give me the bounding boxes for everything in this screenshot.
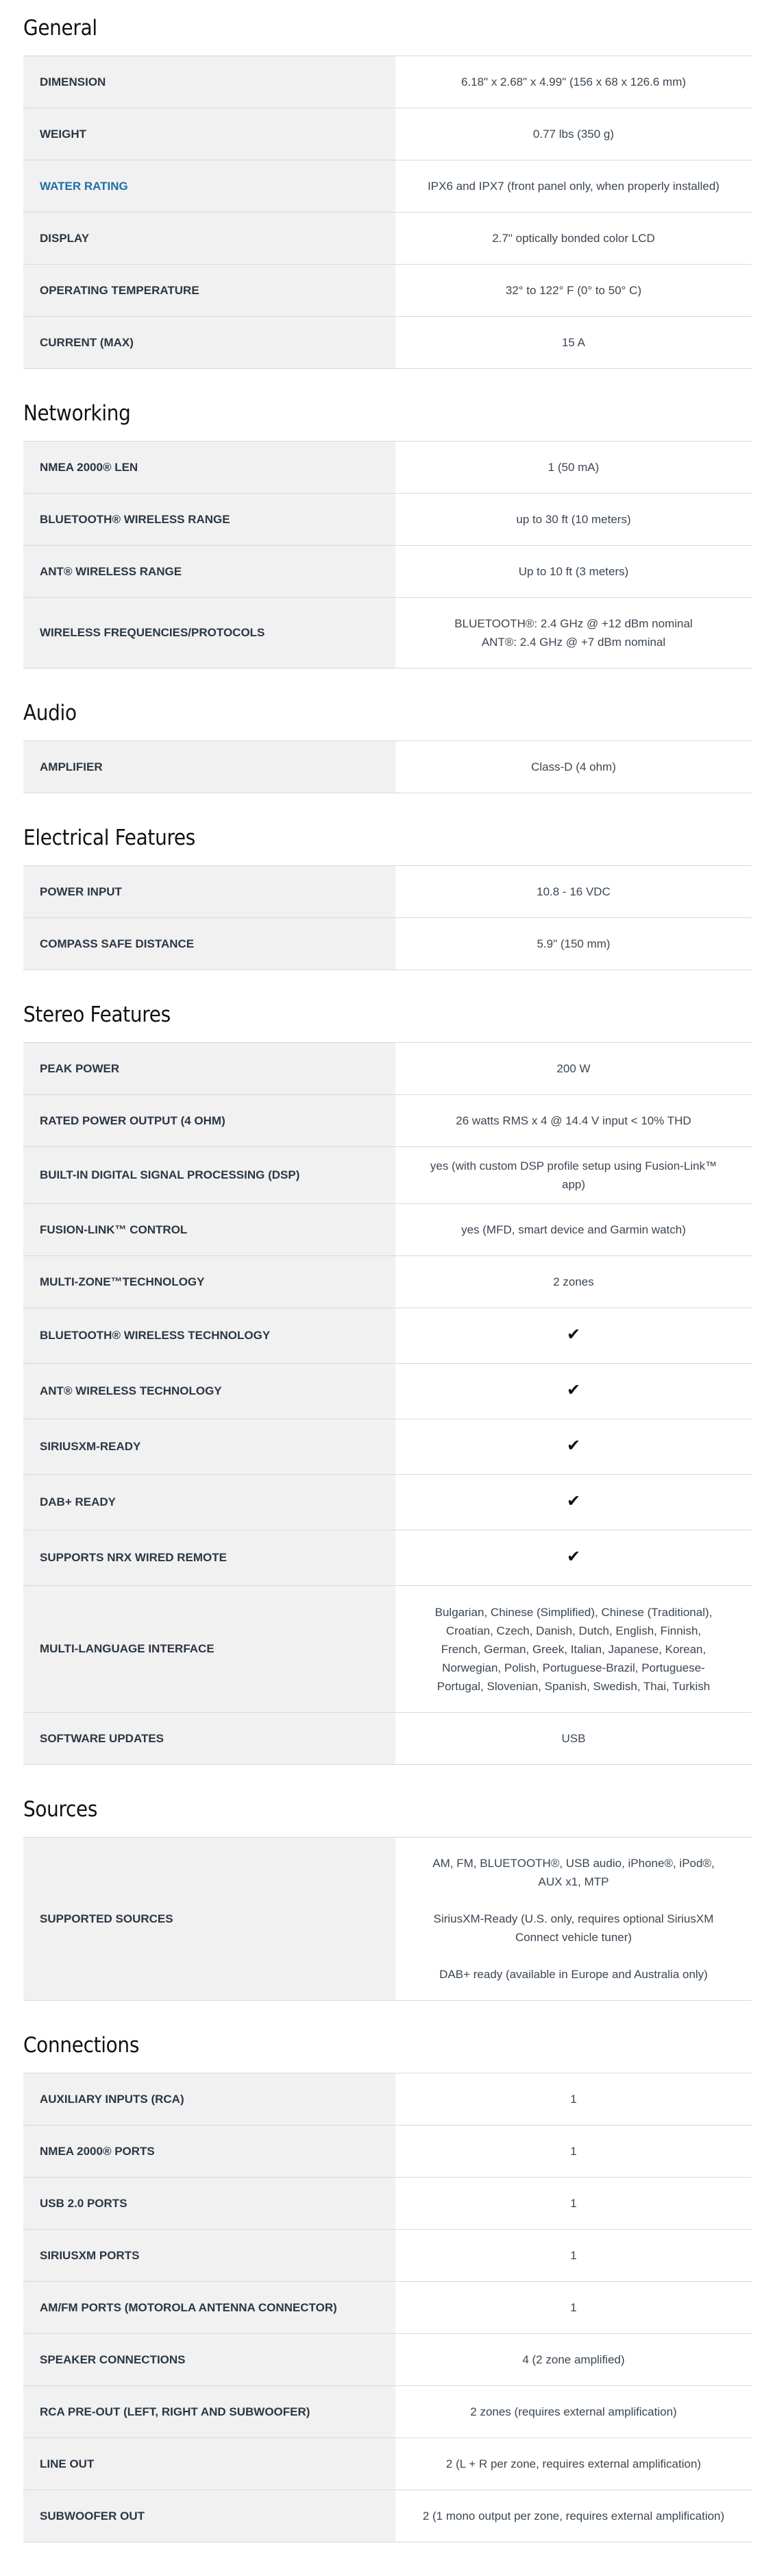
spec-label: MULTI-ZONE™TECHNOLOGY	[23, 1256, 395, 1308]
spec-label: PEAK POWER	[23, 1043, 395, 1095]
table-row	[23, 2438, 752, 2490]
spec-value: 10.8 - 16 VDC	[537, 885, 611, 898]
spec-label: LINE OUT	[23, 2438, 395, 2490]
spec-label: AM/FM PORTS (MOTOROLA ANTENNA CONNECTOR)	[23, 2282, 395, 2334]
checkmark-icon: ✔	[566, 1547, 581, 1566]
spec-label: WEIGHT	[23, 108, 395, 160]
table-row	[23, 1838, 752, 2001]
table-row	[23, 1256, 752, 1308]
spec-value	[395, 598, 752, 669]
table-row	[23, 108, 752, 160]
spec-value: Up to 10 ft (3 meters)	[518, 565, 629, 578]
spec-label: WIRELESS FREQUENCIES/PROTOCOLS	[23, 598, 395, 669]
spec-value: Bulgarian, Chinese (Simplified), Chinese (Traditional), Croatian, Czech, Danish, Dutch, English, Finnish, French, German, Greek, Italian, Japanese, Korean, Norwegian, Polish, Portuguese-Brazil, Portuguese-Portugal, Slovenian, Spanish, Swedish, Thai, Turkish	[434, 1605, 713, 1693]
table-row	[23, 2386, 752, 2438]
spec-label: DAB+ READY	[23, 1475, 395, 1530]
spec-value: 1	[570, 2093, 577, 2106]
spec-value: yes (MFD, smart device and Garmin watch)	[461, 1223, 686, 1236]
spec-label: BLUETOOTH® WIRELESS RANGE	[23, 494, 395, 546]
spec-table-electrical	[23, 865, 752, 970]
table-row	[23, 2073, 752, 2126]
table-row	[23, 2230, 752, 2282]
spec-value: 1	[570, 2301, 577, 2314]
table-row	[23, 1204, 752, 1256]
spec-label: DIMENSION	[23, 56, 395, 108]
spec-value: 1 (50 mA)	[548, 461, 600, 474]
spec-value	[395, 1475, 752, 1530]
table-row	[23, 1713, 752, 1765]
spec-value	[395, 1838, 752, 2001]
section-title-audio: Audio	[23, 701, 77, 725]
table-row	[23, 1530, 752, 1586]
value-line: ANT®: 2.4 GHz @ +7 dBm nominal	[481, 636, 666, 649]
section-title-networking: Networking	[23, 401, 131, 426]
spec-label: NMEA 2000® PORTS	[23, 2126, 395, 2178]
table-row	[23, 546, 752, 598]
table-row	[23, 2490, 752, 2542]
spec-label: OPERATING TEMPERATURE	[23, 265, 395, 317]
table-row	[23, 265, 752, 317]
section-title-stereo: Stereo Features	[23, 1002, 171, 1027]
table-row	[23, 1095, 752, 1147]
spec-label: SUPPORTS NRX WIRED REMOTE	[23, 1530, 395, 1586]
spec-value: up to 30 ft (10 meters)	[516, 513, 631, 526]
section-title-electrical: Electrical Features	[23, 826, 196, 850]
spec-value: 2 zones (requires external amplification)	[470, 2405, 677, 2418]
value-line: BLUETOOTH®: 2.4 GHz @ +12 dBm nominal	[454, 617, 693, 630]
spec-value: 1	[570, 2145, 577, 2158]
checkmark-icon: ✔	[566, 1491, 581, 1510]
table-row	[23, 1586, 752, 1713]
spec-value: USB	[561, 1732, 586, 1745]
checkmark-icon: ✔	[566, 1325, 581, 1344]
spec-table-sources	[23, 1837, 752, 2001]
table-row	[23, 1419, 752, 1475]
spec-label: SPEAKER CONNECTIONS	[23, 2334, 395, 2386]
table-row	[23, 598, 752, 669]
spec-value: 200 W	[556, 1062, 591, 1075]
table-row	[23, 741, 752, 793]
table-row	[23, 918, 752, 970]
spec-table-networking	[23, 441, 752, 669]
table-row	[23, 213, 752, 265]
specs-page	[0, 12, 775, 2552]
value-paragraph: SiriusXM-Ready (U.S. only, requires optional SiriusXM Connect vehicle tuner)	[433, 1912, 714, 1944]
spec-value: 0.77 lbs (350 g)	[532, 128, 615, 141]
spec-value: 32° to 122° F (0° to 50° C)	[505, 284, 642, 297]
spec-value: 15 A	[561, 336, 586, 349]
spec-label: BLUETOOTH® WIRELESS TECHNOLOGY	[23, 1308, 395, 1364]
table-row	[23, 866, 752, 918]
spec-label: RCA PRE-OUT (LEFT, RIGHT AND SUBWOOFER)	[23, 2386, 395, 2438]
spec-label: CURRENT (MAX)	[23, 317, 395, 369]
table-row	[23, 1043, 752, 1095]
section-title-connections: Connections	[23, 2033, 140, 2058]
table-row	[23, 494, 752, 546]
spec-label: FUSION-LINK™ CONTROL	[23, 1204, 395, 1256]
spec-label: SIRIUSXM PORTS	[23, 2230, 395, 2282]
spec-label: NMEA 2000® LEN	[23, 442, 395, 494]
spec-value: 5.9" (150 mm)	[537, 937, 611, 950]
table-row	[23, 1308, 752, 1364]
spec-label: SOFTWARE UPDATES	[23, 1713, 395, 1765]
water-rating-link[interactable]: WATER RATING	[23, 160, 395, 213]
spec-label: ANT® WIRELESS RANGE	[23, 546, 395, 598]
table-row	[23, 160, 752, 213]
spec-value: 1	[570, 2197, 577, 2210]
spec-table-audio	[23, 741, 752, 793]
spec-label: AUXILIARY INPUTS (RCA)	[23, 2073, 395, 2126]
table-row	[23, 2334, 752, 2386]
spec-value: 6.18" x 2.68" x 4.99" (156 x 68 x 126.6 mm)	[460, 75, 687, 88]
spec-value	[395, 1419, 752, 1475]
spec-value: 2 (L + R per zone, requires external amplification)	[445, 2457, 702, 2470]
table-row	[23, 2126, 752, 2178]
table-row	[23, 1147, 752, 1204]
checkmark-icon: ✔	[566, 1380, 581, 1399]
spec-label: ANT® WIRELESS TECHNOLOGY	[23, 1364, 395, 1419]
spec-table-general	[23, 56, 752, 369]
spec-value: 26 watts RMS x 4 @ 14.4 V input < 10% THD	[456, 1114, 691, 1127]
spec-value: yes (with custom DSP profile setup using Fusion-Link™ app)	[430, 1159, 717, 1191]
spec-label: SUBWOOFER OUT	[23, 2490, 395, 2542]
spec-value: 2.7" optically bonded color LCD	[492, 232, 655, 245]
spec-value: 4 (2 zone amplified)	[522, 2353, 625, 2366]
table-row	[23, 442, 752, 494]
spec-label: COMPASS SAFE DISTANCE	[23, 918, 395, 970]
spec-label: POWER INPUT	[23, 866, 395, 918]
spec-value	[395, 1530, 752, 1586]
spec-value	[395, 1364, 752, 1419]
section-title-general: General	[23, 16, 97, 40]
spec-label: SIRIUSXM-READY	[23, 1419, 395, 1475]
table-row	[23, 2178, 752, 2230]
spec-value	[395, 1308, 752, 1364]
value-paragraph: AM, FM, BLUETOOTH®, USB audio, iPhone®, iPod®, AUX x1, MTP	[432, 1857, 715, 1888]
spec-value: 2 (1 mono output per zone, requires external amplification)	[422, 2509, 725, 2523]
checkmark-icon: ✔	[566, 1436, 581, 1455]
spec-label: DISPLAY	[23, 213, 395, 265]
table-row	[23, 1364, 752, 1419]
table-row	[23, 1475, 752, 1530]
table-row	[23, 317, 752, 369]
spec-value: Class-D (4 ohm)	[531, 760, 616, 773]
spec-value: 1	[570, 2249, 577, 2262]
table-row	[23, 2282, 752, 2334]
spec-table-stereo	[23, 1042, 752, 1765]
spec-label: RATED POWER OUTPUT (4 OHM)	[23, 1095, 395, 1147]
section-title-sources: Sources	[23, 1797, 98, 1822]
spec-label: SUPPORTED SOURCES	[23, 1838, 395, 2001]
spec-table-connections	[23, 2073, 752, 2542]
spec-label: AMPLIFIER	[23, 741, 395, 793]
spec-label: USB 2.0 PORTS	[23, 2178, 395, 2230]
spec-value: IPX6 and IPX7 (front panel only, when properly installed)	[428, 180, 719, 193]
spec-value: 2 zones	[553, 1275, 594, 1288]
spec-label: BUILT-IN DIGITAL SIGNAL PROCESSING (DSP)	[23, 1147, 395, 1204]
value-paragraph: DAB+ ready (available in Europe and Australia only)	[439, 1968, 708, 1981]
table-row	[23, 56, 752, 108]
spec-label: MULTI-LANGUAGE INTERFACE	[23, 1586, 395, 1713]
